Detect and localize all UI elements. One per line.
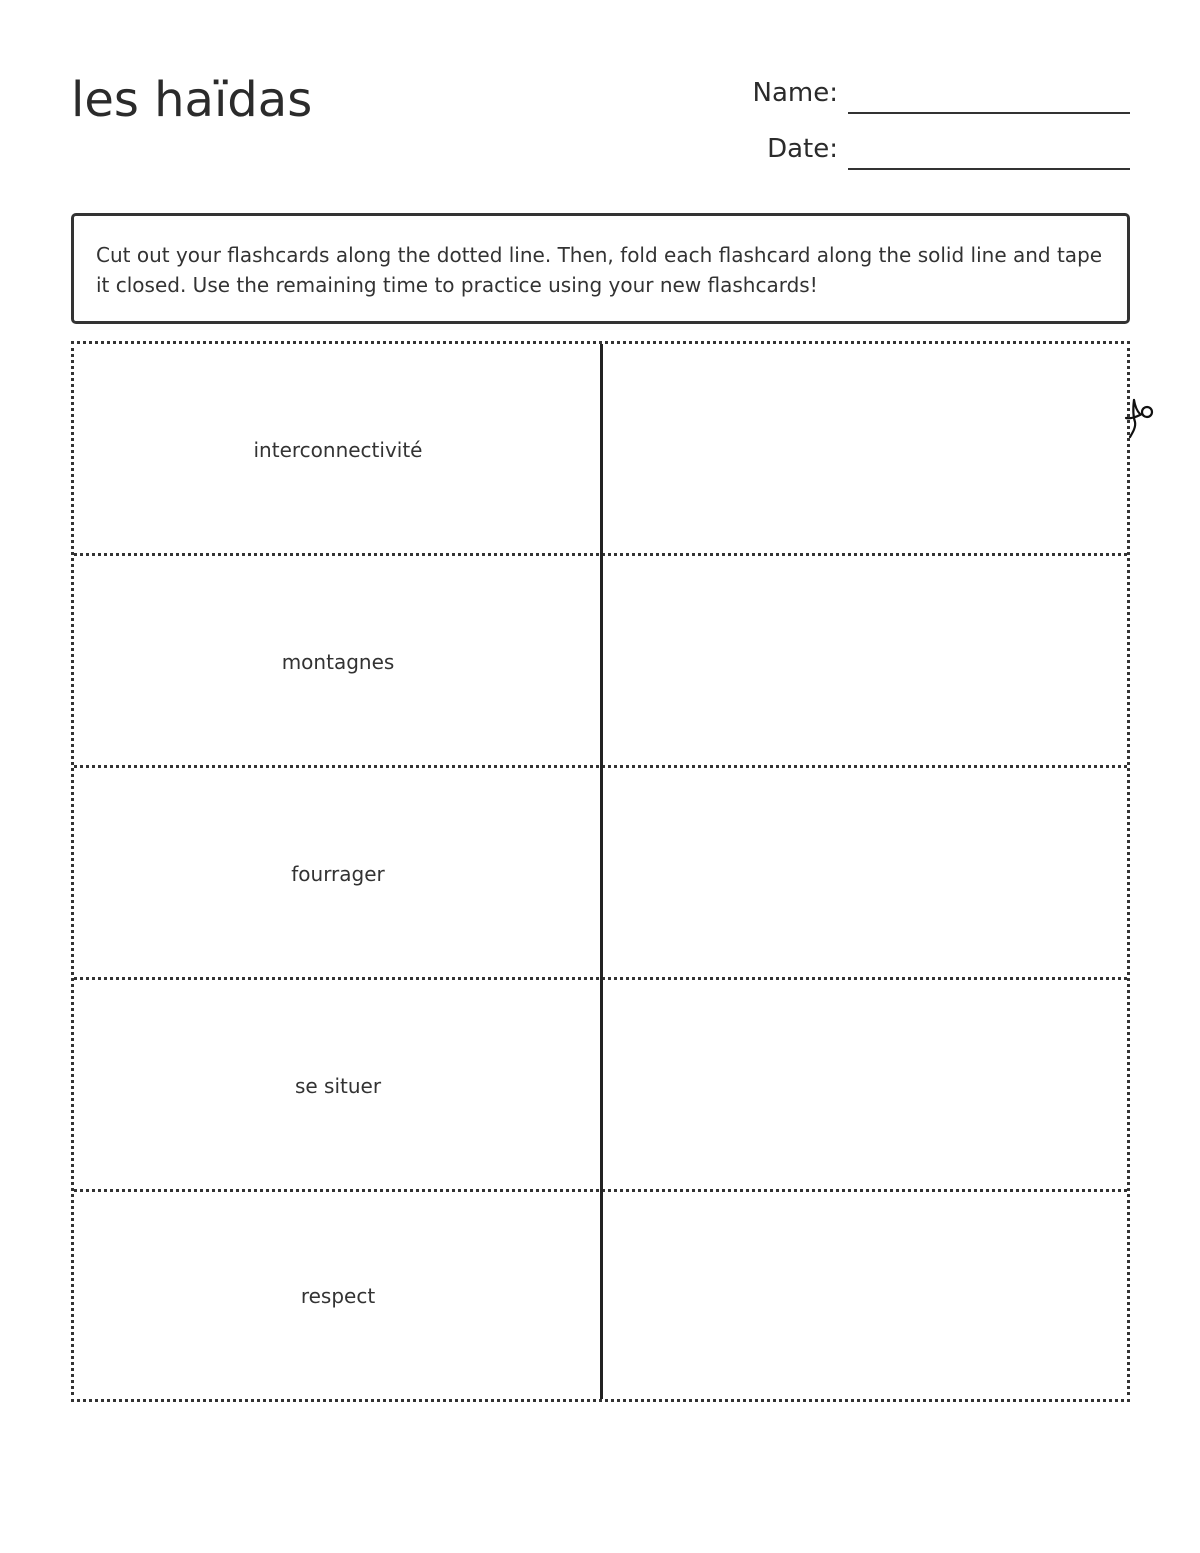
instructions-box (71, 213, 1130, 324)
instructions-text: Cut out your flashcards along the dotted line. Then, fold each flashcard along the solid line and tape it closed. Use the remaining time to practice using your new flashcards! (96, 243, 1103, 297)
flashcard-back (602, 344, 1127, 556)
date-underline[interactable] (848, 168, 1130, 170)
name-underline[interactable] (848, 112, 1130, 114)
flashcard-sheet (71, 341, 1130, 1402)
scissors-icon (1122, 398, 1158, 440)
date-field[interactable] (700, 130, 1130, 170)
flashcard-front: se situer (294, 1074, 382, 1098)
flashcard-back (602, 768, 1127, 980)
flashcard-back (602, 556, 1127, 768)
page-title: les haïdas (71, 72, 313, 128)
flashcard-front: respect (300, 1283, 376, 1308)
flashcard-front: interconnectivité (253, 438, 423, 462)
flashcard-back (602, 980, 1127, 1192)
name-field[interactable] (700, 74, 1130, 114)
fold-line (600, 344, 603, 1399)
flashcard-front: montagnes (281, 650, 395, 674)
flashcard-front: fourrager (291, 862, 385, 886)
date-label: Date: (767, 134, 838, 164)
name-label: Name: (752, 78, 838, 108)
flashcard-back (602, 1192, 1127, 1399)
